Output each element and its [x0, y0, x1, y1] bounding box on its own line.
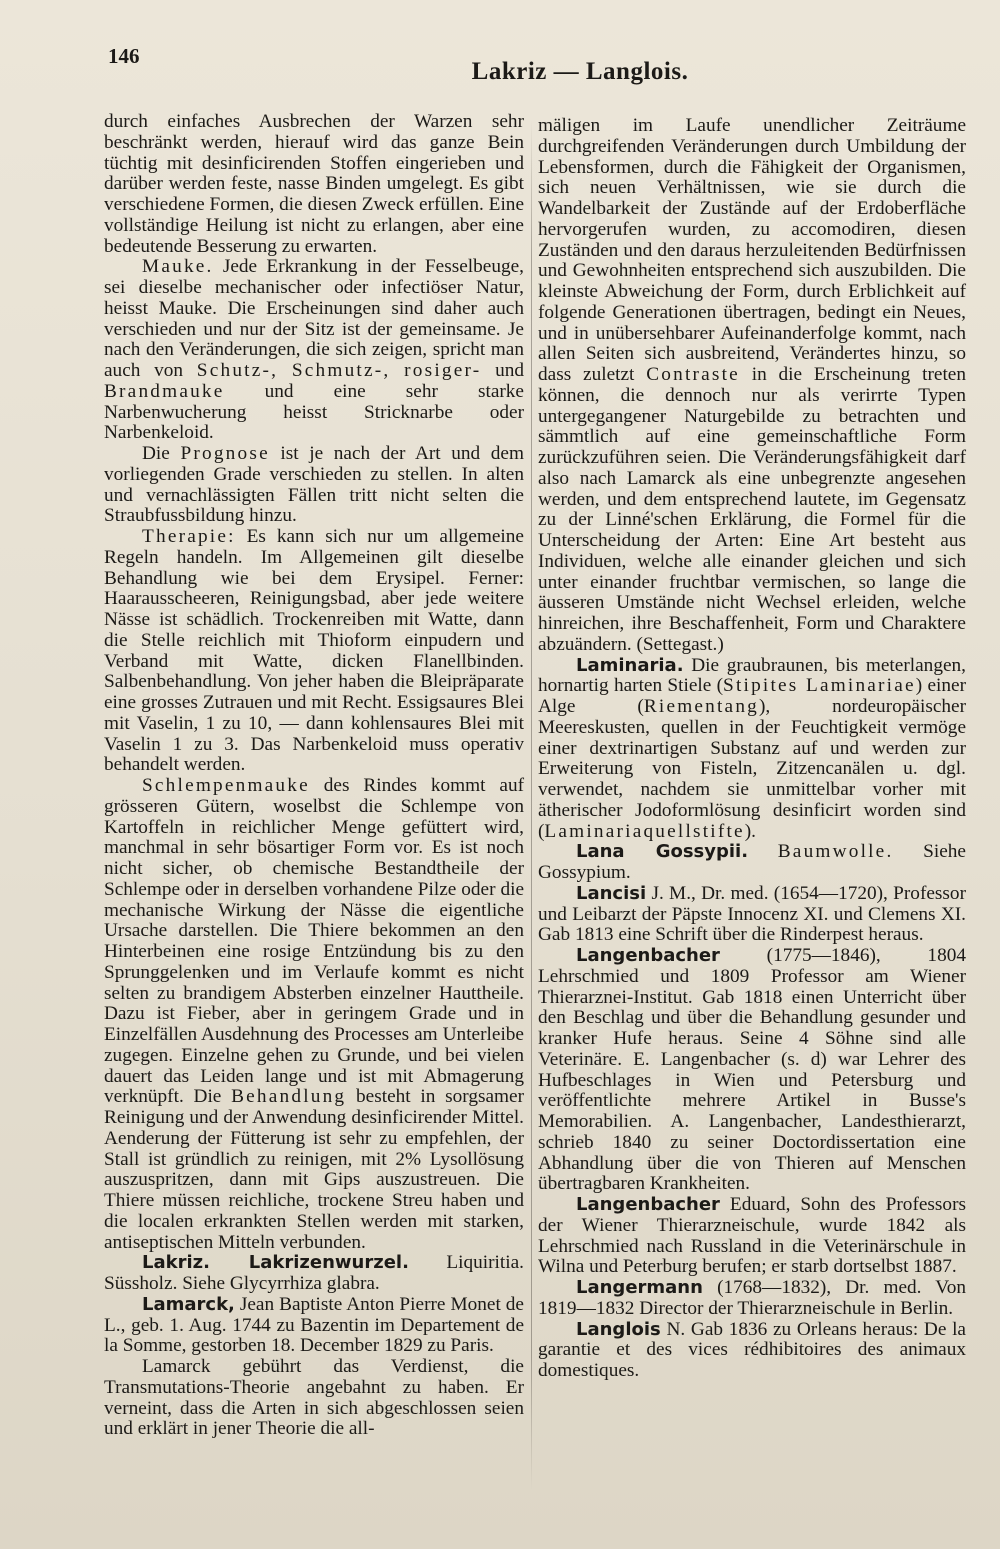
paragraph-prognose: Die Prognose ist je nach der Art und dem vorliegenden Grade verschieden zu stellen. In alten und vernachlässigten Fällen tritt nicht selten die Straubfussbildung hinzu. [104, 443, 524, 527]
right-column [538, 116, 966, 1382]
column-divider [531, 120, 532, 1490]
term-mauke: Mauke. [142, 256, 214, 278]
paragraph-mauke: Mauke. Jede Erkrankung in der Fesselbeuge, sei dieselbe mechanischer oder infectiöser Natur, heisst Mauke. Die Erscheinungen sind daher auch verschieden und nur der Sitz ist der gemeinsame. Je nach den Veränderungen, die sich zeigen, spricht man auch von Schutz-, Schmutz-, rosiger- und Brandmauke und eine sehr starke Narbenwucherung heisst Stricknarbe oder Narbenkeloid. [104, 256, 525, 444]
paragraph-lamarck-continued: mäligen im Laufe unendlicher Zeiträume durchgreifenden Veränderungen durch Umbildung der Lebensformen, durch die Fähigkeit der Organismen, sich neuen Verhältnissen, wie sie durch die Wandelbarkeit der Zustände auf der Erdoberfläche hervorgerufen wurden, zu accomodiren, diesen Zuständen und den daraus herzuleitenden Bedürfnissen und Gewohnheiten entsprechend sich auszubilden. Die kleinste Abweichung der Form, durch Erblichkeit auf folgende Generationen übertragen, bedingt ein Neues, und in unübersehbarer Aufeinanderfolge kommt, nach allen Seiten sich ausbreitend, Verändertes hinzu, so dass zuletzt Contraste in die Erscheinung treten können, die dennoch nur als verirrte Typen untergegangener Naturgebilde zu betrachten und sämmtlich auf eine gemeinschaftliche Form zurückzuführen seien. Die Veränderungsfähigkeit darf also nach Lamarck als eine unbegrenzte angesehen werden, und dem entsprechend lautete, im Gegensatz zu der Linné'schen Erklärung, die Formel für die Unterscheidung der Arten: Eine Art besteht aus Individuen, welche alle einander gleichen und sich unter einander fruchtbar vermischen, so lange die äusseren Umstände nicht Wechsel erleiden, welche hinreichen, ihre Beschaffenheit, Form und Charaktere abzuändern. (Settegast.) [538, 115, 966, 655]
term-prognose: Prognose [180, 443, 270, 464]
left-column [104, 112, 524, 1440]
entry-lamarck: Lamarck, Jean Baptiste Anton Pierre Monet de L., geb. 1. Aug. 1744 zu Bazentin im Departement de la Somme, gestorben 18. December 1829 zu Paris. [104, 1293, 524, 1357]
lemma-langenbacher: Langenbacher [576, 945, 720, 966]
lemma-lakriz: Lakriz. Lakrizenwurzel. [142, 1252, 409, 1274]
paragraph-warts-treatment: durch einfaches Ausbrechen der Warzen sehr beschränkt werden, hierauf wird das ganze Bein tüchtig mit desinficirenden Stoffen eingerieben und darüber werden feste, nasse Binden umgelegt. Es gibt verschiedene Formen, die diesen Zweck erfüllen. Eine vollständige Heilung ist nicht zu erlangen, aber eine bedeutende Besserung zu erwarten. [104, 111, 524, 257]
lemma-lana-gossypii: Lana Gossypii. [576, 841, 749, 863]
running-head: Lakriz — Langlois. [471, 58, 689, 85]
term-schlempenmauke: Schlempenmauke [142, 775, 310, 796]
paragraph-schlempenmauke: Schlempenmauke des Rindes kommt auf grösseren Gütern, woselbst die Schlempe von Kartoffeln in reichlicher Menge gefüttert wird, manchmal in sehr bösartiger Form vor. Es ist noch nicht sicher, ob chemische Bestandtheile der Schlempe oder in derselben vorhandene Pilze oder die mechanische Wirkung der Nässe die eigentliche Ursache darstellen. Die Thiere bekommen an den Hinterbeinen eine rosige Entzündung bis zu den Sprunggelenken und im Verlaufe kommt es nicht selten zu brandigem Absterben einzelner Hauttheile. Dazu ist Fieber, aber in geringem Grade und in Einzelfällen Ausdehnung des Processes am Unterleibe zugegen. Einzelne gehen zu Grunde, und bei vielen dauert das Leiden lange und ist mit Abmagerung verknüpft. Die Behandlung besteht in sorgsamer Reinigung und der Anwendung desinficirender Mittel. Aenderung der Fütterung ist sehr zu empfehlen, der Stall ist gründlich zu reinigen, mit 2% Lysollösung auszuspritzen, dann mit Gips auszustreuen. Die Thiere müssen reichliche, trockene Streu haben und die localen erkrankten Stellen werden mit starken, antiseptischen Mitteln verbunden. [104, 775, 524, 1253]
paragraph-lamarck-theory: Lamarck gebührt das Verdienst, die Transmutations-Theorie angebahnt zu haben. Er verneint, dass die Arten in sich abgeschlossen seien und erklärt in jener Theorie die all- [104, 1356, 524, 1440]
entry-lakriz: Lakriz. Lakrizenwurzel. Liquiritia. Süssholz. Siehe Glycyrrhiza glabra. [104, 1252, 524, 1294]
entry-langenbacher: Langenbacher (1775—1846), 1804 Lehrschmied und 1809 Professor am Wiener Thierarznei-Institut. Gab 1818 einen Unterricht über den Beschlag und über die Behandlung gesunder und kranker Hufe heraus. Seine 4 Söhne sind alle Veterinäre. E. Langenbacher (s. d) war Lehrer des Hufbeschlages in Wien und Petersburg und veröffentlichte mehrere Artikel in Busse's Memorabilien. A. Langenbacher, Landesthierarzt, schrieb 1840 zu seiner Doctordissertation eine Abhandlung über die von Thieren auf Menschen übertragbaren Krankheiten. [538, 945, 966, 1195]
entry-lana-gossypii: Lana Gossypii. Baumwolle. Siehe Gossypium. [538, 841, 966, 883]
entry-langermann: Langermann (1768—1832), Dr. med. Von 1819—1832 Director der Thierarzneischule in Berlin. [538, 1277, 966, 1319]
lemma-langermann: Langermann [576, 1277, 703, 1298]
lemma-lancisi: Lancisi [576, 882, 647, 904]
entry-langlois: Langlois N. Gab 1836 zu Orleans heraus: De la garantie et des vices rédhibitoires des animaux domestiques. [538, 1318, 966, 1381]
lemma-lamarck: Lamarck, [142, 1293, 235, 1315]
page-number: 146 [108, 44, 140, 68]
term-therapie: Therapie: [142, 526, 236, 547]
lemma-laminaria: Laminaria. [576, 654, 684, 676]
lemma-langenbacher-eduard: Langenbacher [576, 1194, 720, 1215]
entry-langenbacher-eduard: Langenbacher Eduard, Sohn des Professors der Wiener Thierarzneischule, wurde 1842 als Lehrschmied nach Russland in die Veterinärschule in Wilna und Peterburg berufen; er starb dortselbst 1887. [538, 1194, 966, 1278]
paragraph-therapie: Therapie: Es kann sich nur um allgemeine Regeln handeln. Im Allgemeinen gilt dieselbe Behandlung wie bei dem Erysipel. Ferner: Haarausscheeren, Reinigungsbad, aber jede weitere Nässe ist schädlich. Trockenreiben mit Watte, dann die Stelle reichlich mit Thioform einpudern und Verband mit Watte, dicken Flanellbinden. Salbenbehandlung. Von jeher haben die Bleipräparate eine grosses Zutrauen und mit Recht. Essigsaures Blei mit Vaselin, 1 zu 10, — dann kohlensaures Blei mit Vaselin 1 zu 3. Das Narbenkeloid muss operativ behandelt werden. [104, 526, 524, 776]
entry-laminaria: Laminaria. Die graubraunen, bis meterlangen, hornartig harten Stiele (Stipites Laminariae) einer Alge (Riementang), nordeuropäischer Meereskusten, quellen in der Feuchtigkeit vermöge einer dextrinartigen Substanz auf und werden zur Erweiterung von Fisteln, Zitzencanälen u. dgl. verwendet, nachdem sie unmittelbar vorher mit ätherischer Jodoformlösung desinficirt worden sind (Laminariaquellstifte). [538, 654, 966, 842]
lemma-langlois: Langlois [576, 1318, 661, 1340]
entry-lancisi: Lancisi J. M., Dr. med. (1654—1720), Professor und Leibarzt der Päpste Innocenz XI. und Clemens XI. Gab 1813 eine Schrift über die Rinderpest heraus. [538, 882, 966, 946]
